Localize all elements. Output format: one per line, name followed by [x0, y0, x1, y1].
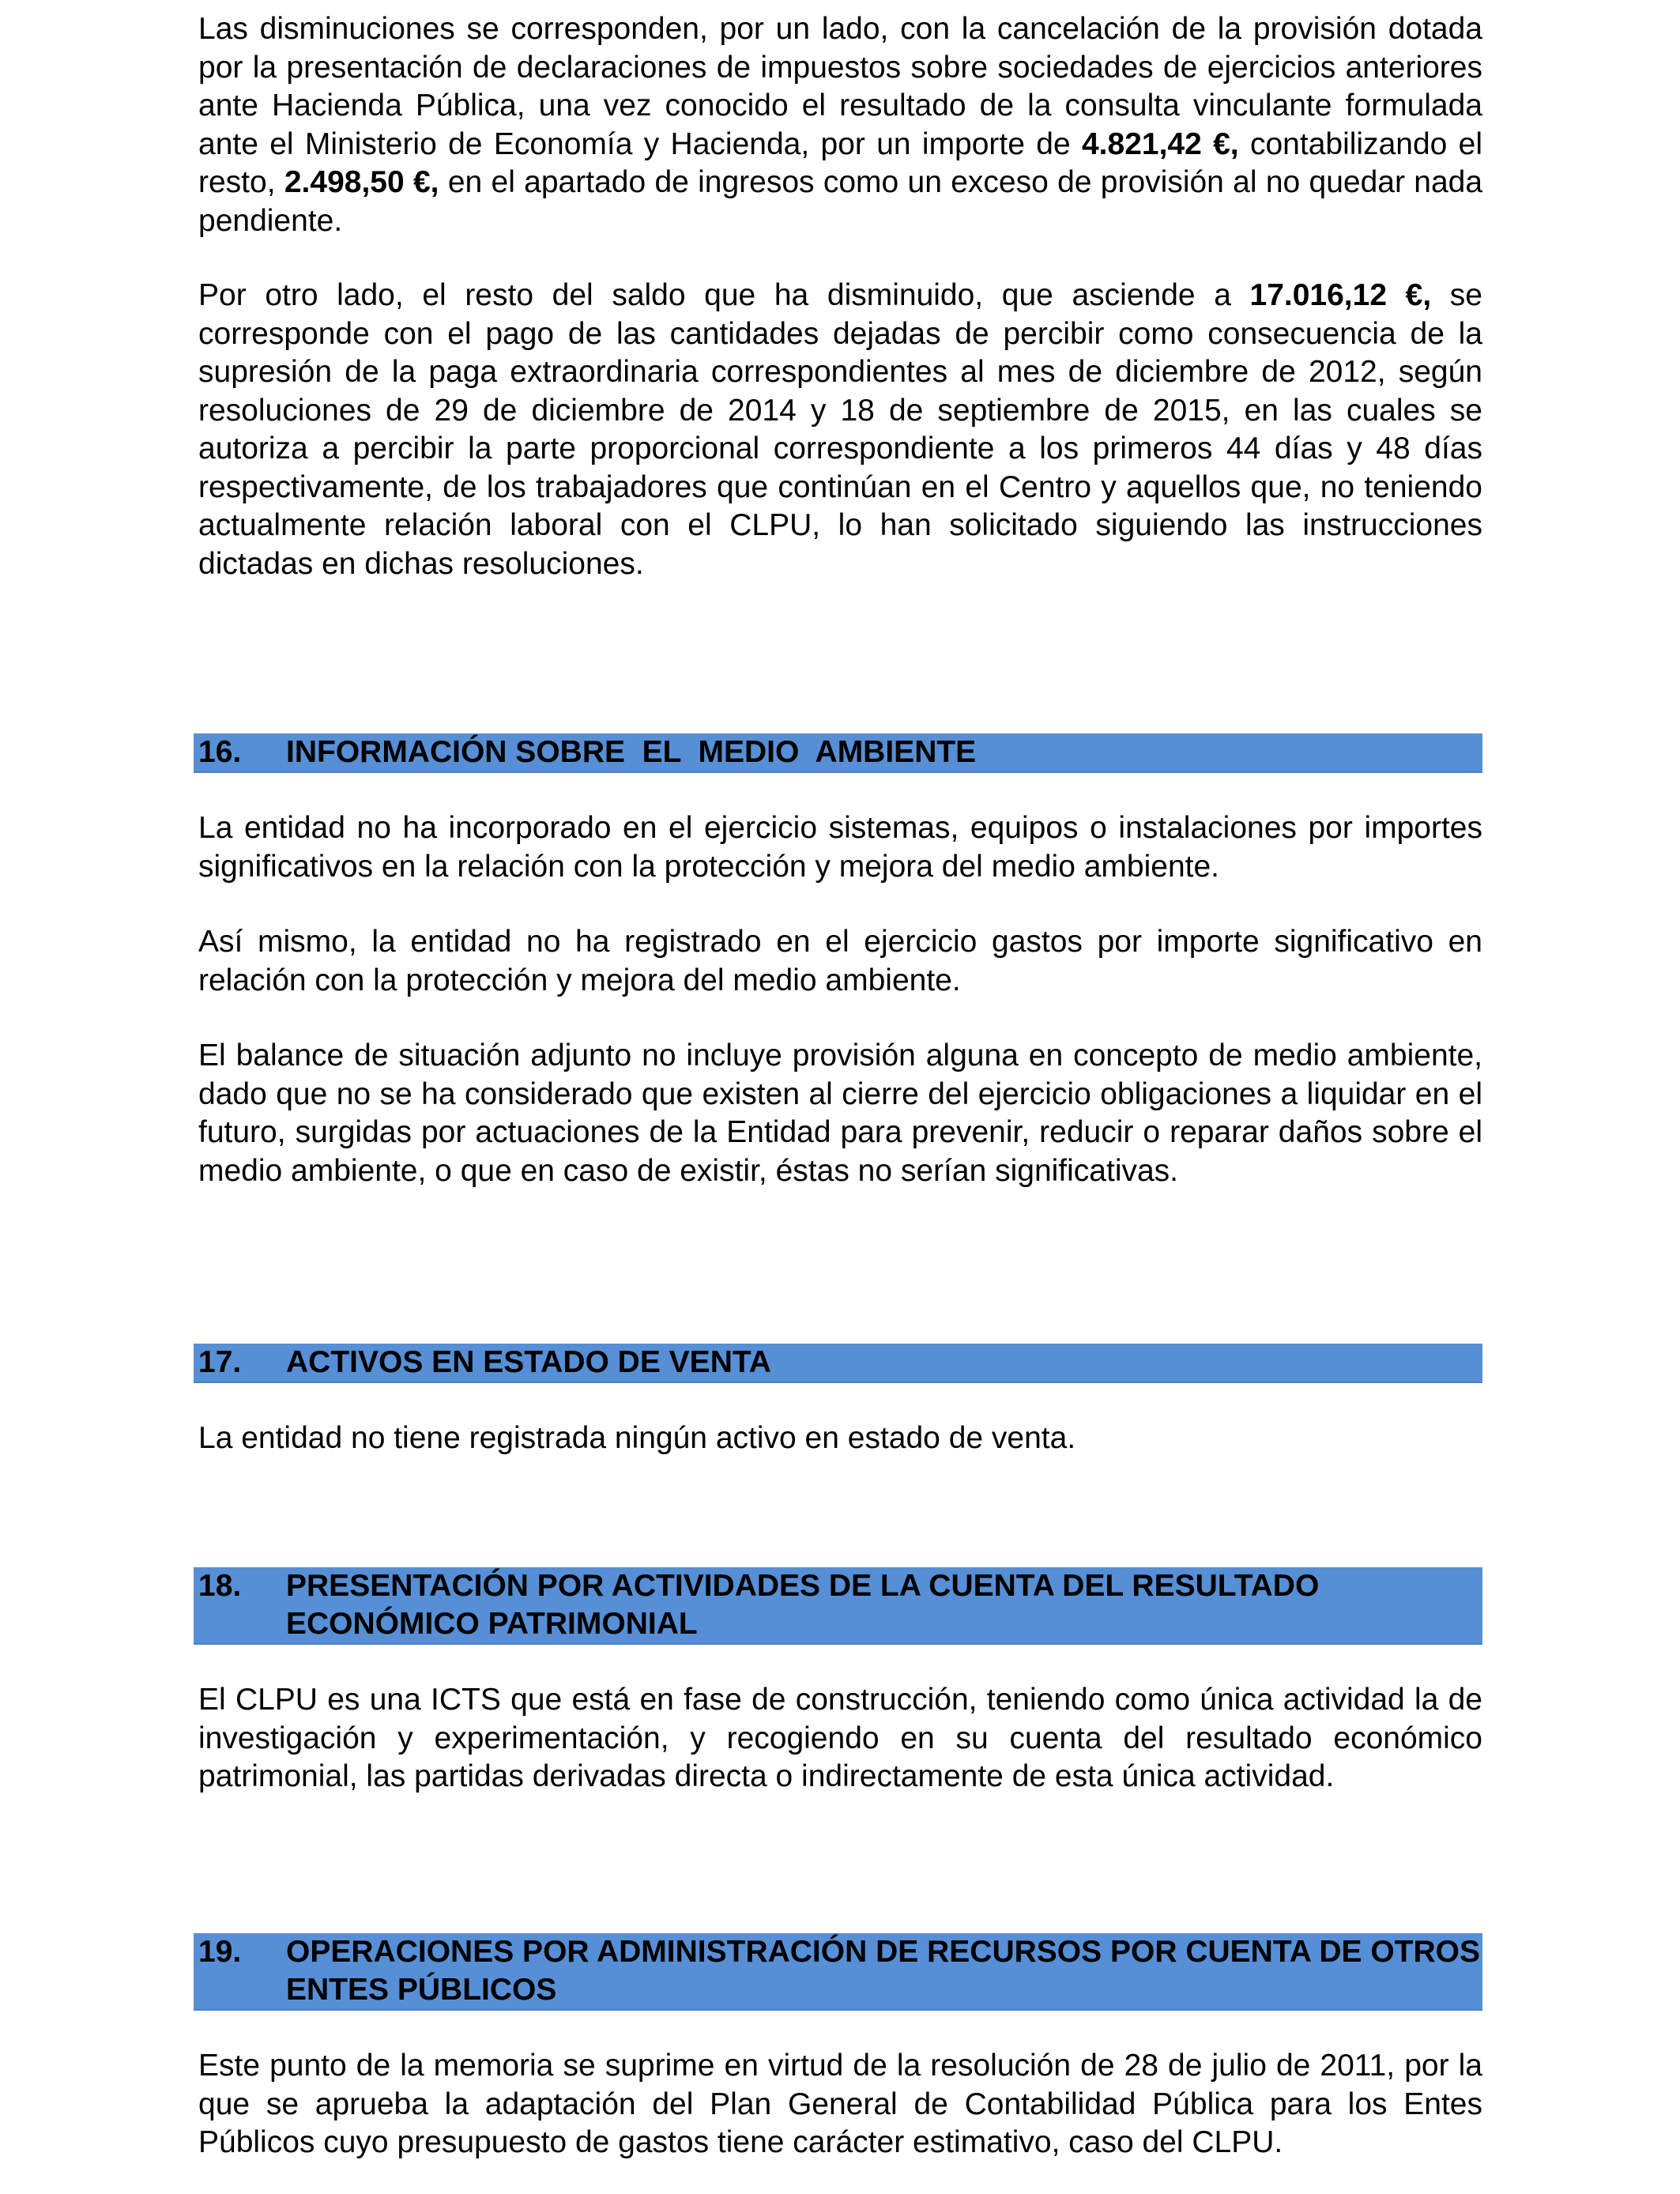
amount-provision-cancelled: 4.821,42 €,	[1081, 126, 1239, 161]
section-heading-19	[194, 1933, 1482, 2011]
section-16-paragraph-2: Así mismo, la entidad no ha registrado en el ejercicio gastos por importe significativo en relación con la protección y mejora del medio ambiente.	[198, 925, 1482, 997]
section-heading-18	[194, 1567, 1482, 1645]
section-16-paragraph-3: El balance de situación adjunto no incluye provisión alguna en concepto de medio ambiente, dado que no se ha considerado que existen al cierre del ejercicio obligaciones a liquidar en el futuro, surgidas por actuaciones de la Entidad para prevenir, reducir o reparar daños sobre el medio ambiente, o que en caso de existir, éstas no serían significativas.	[198, 1039, 1482, 1188]
section-title: PRESENTACIÓN POR ACTIVIDADES DE LA CUENTA DEL RESULTADO ECONÓMICO PATRIMONIAL	[286, 1569, 1320, 1641]
section-number: 17.	[198, 1345, 242, 1379]
section-19-paragraph-1: Este punto de la memoria se suprime en virtud de la resolución de 28 de julio de 2011, por la que se aprueba la adaptación del Plan General de Contabilidad Pública para los Entes Públicos cuyo presupuesto de gastos tiene carácter estimativo, caso del CLPU.	[198, 2049, 1482, 2159]
intro-p1-text-c: en el apartado de ingresos como un exceso de provisión al no quedar nada pendiente.	[198, 165, 1483, 238]
section-number: 19.	[198, 1935, 242, 1969]
section-title: ACTIVOS EN ESTADO DE VENTA	[286, 1345, 771, 1379]
section-16-paragraph-1: La entidad no ha incorporado en el ejercicio sistemas, equipos o instalaciones por importes significativos en la relación con la protección y mejora del medio ambiente.	[198, 811, 1482, 884]
section-heading-16	[194, 733, 1482, 773]
intro-paragraph-1	[198, 10, 1482, 240]
section-17-paragraph-1: La entidad no tiene registrada ningún activo en estado de venta.	[198, 1421, 1076, 1455]
intro-p2-text-b: se corresponde con el pago de las cantidades dejadas de percibir como consecuencia de la supresión de la paga extraordinaria correspondientes al mes de diciembre de 2012, según resoluciones de 29 de diciembre de 2014 y 18 de septiembre de 2015, en las cuales se autoriza a percibir la parte proporcional correspondiente a los primeros 44 días y 48 días respectivamente, de los trabajadores que continúan en el Centro y aquellos que, no teniendo actualmente relación laboral con el CLPU, lo han solicitado siguiendo las instrucciones dictadas en dichas resoluciones.	[198, 278, 1482, 581]
section-title: INFORMACIÓN SOBRE EL MEDIO AMBIENTE	[286, 735, 977, 769]
section-18-paragraph-1: El CLPU es una ICTS que está en fase de construcción, teniendo como única actividad la de investigación y experimentación, y recogiendo en su cuenta del resultado económico patrimonial, las partidas derivadas directa o indirectamente de esta única actividad.	[198, 1683, 1482, 1793]
intro-p1-text-b: contabilizando el resto,	[198, 126, 1483, 199]
section-number: 18.	[198, 1569, 242, 1603]
intro-paragraph-2	[198, 277, 1482, 583]
section-number: 16.	[198, 735, 242, 769]
intro-p1-text-a: Las disminuciones se corresponden, por un lado, con la cancelación de la provisión dotada por la presentación de declaraciones de impuestos sobre sociedades de ejercicios anteriores ante Hacienda Pública, una vez conocido el resultado de la consulta vinculante formulada ante el Ministerio de Economía y Hacienda, por un importe de	[198, 12, 1482, 161]
amount-excess-provision: 2.498,50 €,	[284, 165, 439, 199]
section-title: OPERACIONES POR ADMINISTRACIÓN DE RECURSOS POR CUENTA DE OTROS ENTES PÚBLICOS	[286, 1935, 1481, 2007]
section-heading-17	[194, 1344, 1482, 1383]
amount-paid-extra-pay: 17.016,12 €,	[1249, 278, 1432, 312]
intro-p2-text-a: Por otro lado, el resto del saldo que ha disminuido, que asciende a	[198, 278, 1250, 312]
